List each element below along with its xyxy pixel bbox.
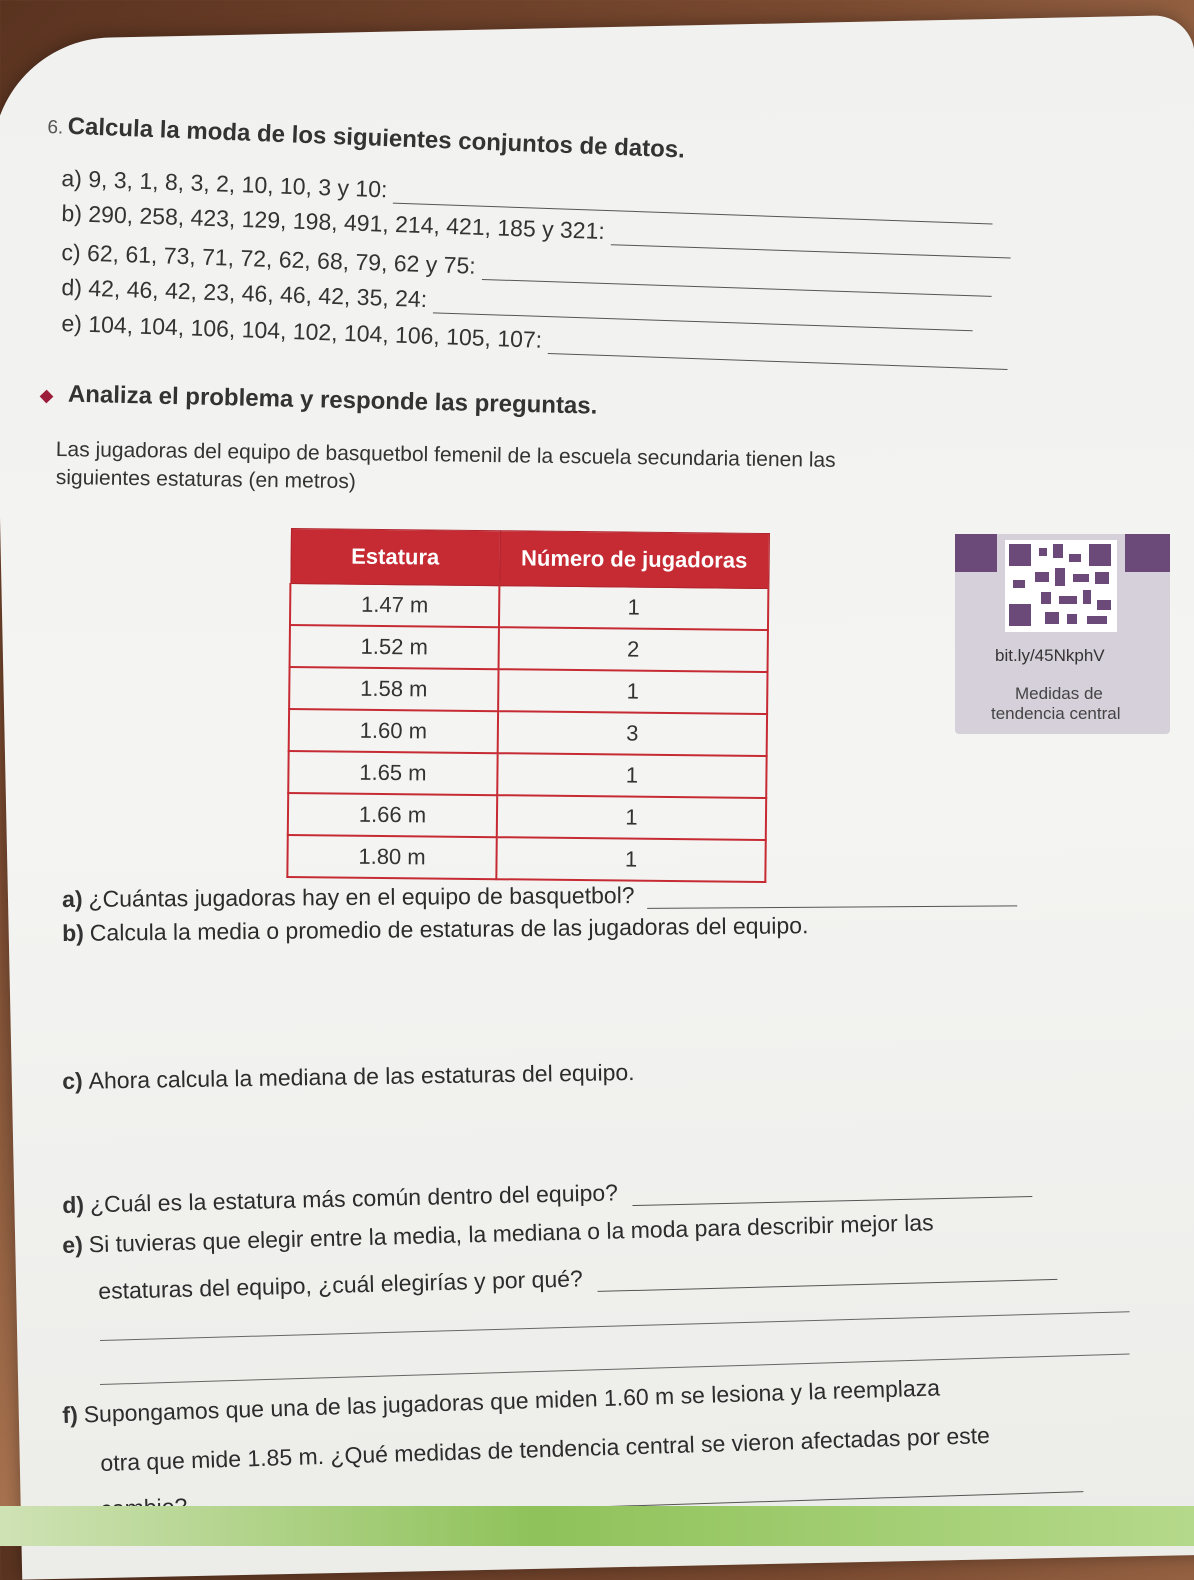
cell-height: 1.47 m [290, 584, 499, 628]
cell-count: 1 [497, 753, 766, 798]
heights-table [286, 528, 770, 883]
page-bottom-band [0, 1506, 1194, 1546]
cell-height: 1.65 m [288, 751, 497, 795]
cell-count: 1 [497, 795, 766, 840]
exercise-number: 6. [47, 116, 64, 139]
cell-height: 1.58 m [289, 667, 498, 711]
item-letter: d) [61, 274, 83, 301]
question-text: otra que mide 1.85 m. ¿Qué medidas de tendencia central se vieron afectadas por este [100, 1422, 991, 1476]
question-text: Si tuvieras que elegir entre la media, la mediana o la moda para describir mejor las [88, 1209, 934, 1258]
question-text: Supongamos que una de las jugadoras que miden 1.60 m se lesiona y la reemplaza [83, 1374, 941, 1428]
cell-height: 1.66 m [288, 793, 497, 837]
question-letter: b) [62, 919, 84, 946]
question-text: estaturas del equipo, ¿cuál elegirías y por qué? [98, 1265, 584, 1304]
table-row [289, 667, 767, 714]
cell-count: 1 [496, 837, 765, 882]
item-letter: c) [61, 239, 82, 266]
table-header-row [290, 529, 769, 589]
question-letter: a) [62, 885, 83, 912]
cell-height: 1.60 m [289, 709, 498, 753]
qr-card-bar-left [955, 534, 997, 572]
qr-link[interactable]: bit.ly/45NkphV [995, 646, 1105, 665]
header-numero-jugadoras: Número de jugadoras [499, 531, 769, 589]
table-row [289, 709, 767, 756]
qr-label-line1: Medidas de [1015, 684, 1103, 703]
table-row [290, 625, 768, 672]
problem-heading: Analiza el problema y responde las preguntas. [67, 380, 598, 420]
question-text: Ahora calcula la mediana de las estaturas del equipo. [88, 1059, 635, 1094]
cell-count: 3 [498, 711, 767, 756]
qr-code-icon[interactable] [1003, 538, 1119, 634]
question-letter: c) [62, 1067, 83, 1094]
exercise-title: Calcula la moda de los siguientes conjuntos de datos. [67, 112, 686, 164]
item-letter: b) [61, 200, 83, 227]
item-letter: a) [61, 165, 83, 192]
question-letter: e) [62, 1231, 84, 1258]
table-row [290, 584, 768, 631]
problem-intro-line2: siguientes estaturas (en metros) [55, 466, 356, 494]
heights-table-wrapper [286, 528, 770, 883]
item-text: 290, 258, 423, 129, 198, 491, 214, 421, 185 y 321: [87, 200, 606, 245]
cell-height: 1.52 m [290, 625, 499, 669]
table-row [288, 793, 766, 840]
cell-height: 1.80 m [287, 835, 496, 879]
question-text: ¿Cuántas jugadoras hay en el equipo de basquetbol? [88, 882, 635, 912]
header-estatura: Estatura [290, 529, 500, 586]
item-text: 9, 3, 1, 8, 3, 2, 10, 10, 3 y 10: [87, 165, 388, 203]
table-row [288, 751, 766, 798]
diamond-bullet-icon: ◆ [39, 384, 54, 406]
cell-count: 2 [499, 627, 768, 672]
cell-count: 1 [498, 669, 767, 714]
question-text: Calcula la media o promedio de estaturas de las jugadoras del equipo. [89, 912, 809, 946]
qr-card-bar-right [1125, 534, 1170, 572]
item-letter: e) [61, 310, 83, 337]
item-text: 62, 61, 73, 71, 72, 62, 68, 79, 62 y 75: [86, 239, 477, 279]
qr-label-line2: tendencia central [991, 704, 1121, 723]
problem-intro-line1: Las jugadoras del equipo de basquetbol femenil de la escuela secundaria tienen las [55, 438, 836, 472]
table-row [287, 835, 765, 882]
question-letter: d) [62, 1191, 85, 1218]
qr-resource-card[interactable] [955, 534, 1170, 734]
item-text: 104, 104, 106, 104, 102, 104, 106, 105, 107: [87, 310, 543, 353]
question-letter: f) [62, 1401, 79, 1428]
cell-count: 1 [499, 586, 768, 630]
question-text: ¿Cuál es la estatura más común dentro del equipo? [89, 1179, 619, 1218]
item-text: 42, 46, 42, 23, 46, 46, 42, 35, 24: [87, 274, 428, 313]
